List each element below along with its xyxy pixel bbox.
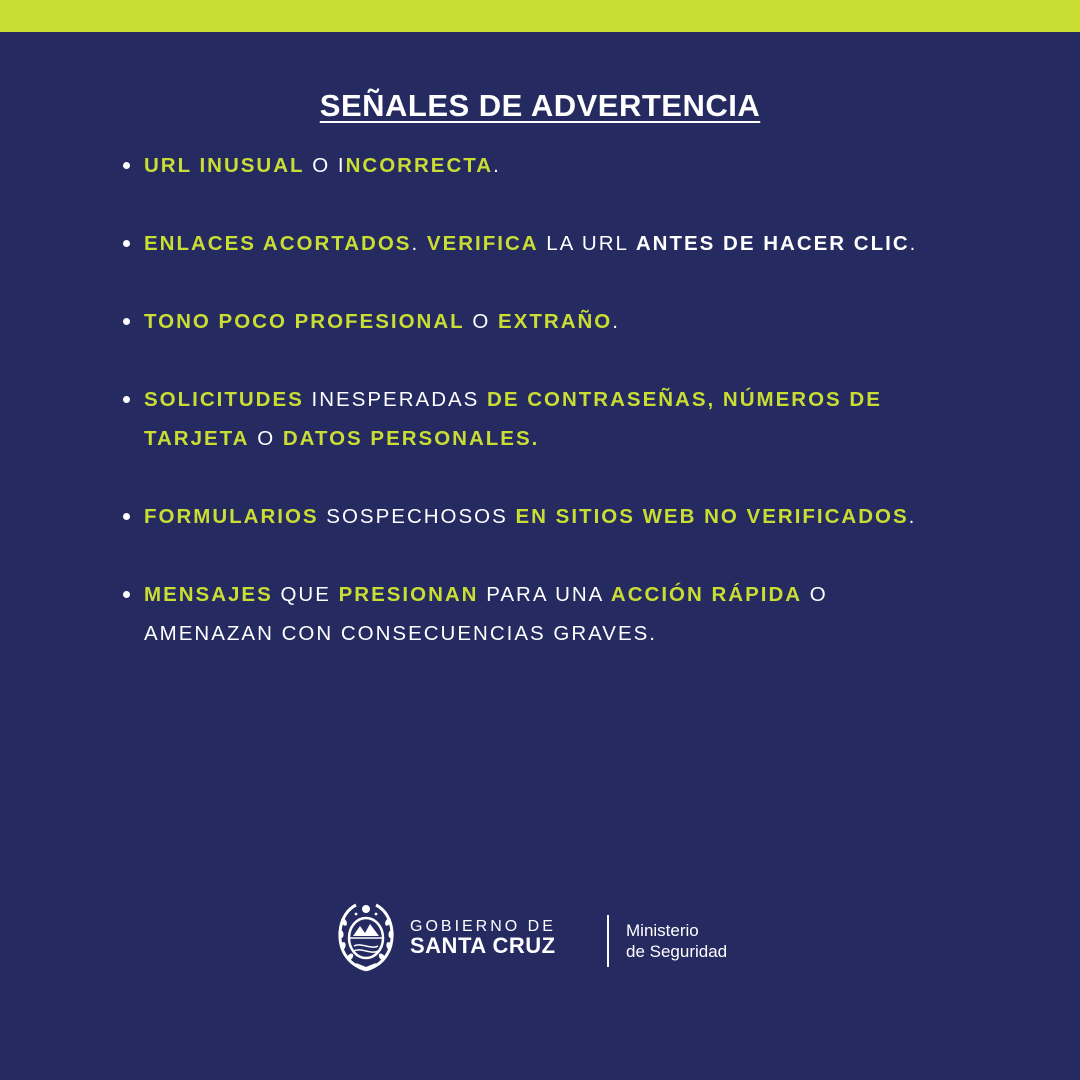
warning-item — [120, 497, 950, 536]
warning-text-segment: LA URL — [538, 232, 636, 255]
bullet-icon — [123, 591, 130, 598]
government-label: GOBIERNO DE — [410, 918, 556, 935]
warning-item — [120, 302, 950, 341]
santa-cruz-coat-of-arms-icon — [336, 900, 396, 974]
warning-text-segment: . — [493, 154, 501, 177]
warning-signs-list — [120, 146, 950, 692]
warning-text-segment: SOSPECHOSOS — [318, 505, 516, 528]
warning-text-segment: ACCIÓN RÁPIDA — [610, 583, 803, 606]
ministry-name — [626, 920, 727, 962]
warning-text-segment: NCORRECTA — [345, 154, 494, 177]
warning-text-segment: . — [909, 232, 918, 255]
province-name: SANTA CRUZ — [410, 933, 556, 958]
bullet-icon — [123, 396, 130, 403]
bullet-icon — [123, 513, 130, 520]
warning-text-segment: FORMULARIOS — [144, 505, 319, 528]
footer-divider — [607, 915, 609, 967]
warning-text-segment: ANTES DE HACER CLIC — [635, 232, 910, 255]
warning-text-segment: ENLACES ACORTADOS — [144, 232, 412, 255]
page-title: SEÑALES DE ADVERTENCIA — [319, 88, 761, 123]
warning-text-segment: URL INUSUAL — [144, 154, 305, 177]
top-accent-band — [0, 0, 1080, 32]
warning-item — [120, 224, 950, 263]
bullet-icon — [123, 162, 130, 169]
warning-text-segment: DE CONTRASEÑAS, NÚMEROS DE TARJETA — [144, 388, 890, 450]
warning-text-segment: O AMENAZAN CON CONSECUENCIAS GRAVES. — [144, 583, 835, 645]
warning-text-segment: TONO POCO PROFESIONAL — [144, 310, 465, 333]
warning-text-segment: O I — [304, 154, 346, 177]
warning-text-segment: PRESIONAN — [338, 583, 479, 606]
warning-text-segment: INESPERADAS — [303, 388, 488, 411]
warning-item — [120, 575, 950, 653]
warning-text-segment: PARA UNA — [478, 583, 611, 606]
warning-text-segment: O — [464, 310, 499, 333]
warning-text-segment: O — [249, 427, 283, 450]
ministry-line-1: Ministerio — [626, 921, 699, 940]
warning-text-segment: DATOS PERSONALES. — [282, 427, 540, 450]
footer-branding — [336, 898, 756, 978]
warning-text-segment: EN SITIOS WEB NO VERIFICADOS — [515, 505, 909, 528]
warning-text-segment: . — [908, 505, 917, 528]
ministry-line-2: de Seguridad — [626, 942, 728, 961]
warning-text-segment: EXTRAÑO — [498, 310, 613, 333]
warning-text-segment: . — [612, 310, 620, 333]
warning-text-segment: MENSAJES — [144, 583, 273, 606]
warning-text-segment: . — [411, 232, 427, 255]
bullet-icon — [123, 240, 130, 247]
warning-text-segment: SOLICITUDES — [144, 388, 304, 411]
warning-item — [120, 146, 950, 185]
warning-text-segment: VERIFICA — [426, 232, 539, 255]
bullet-icon — [123, 318, 130, 325]
warning-item — [120, 380, 950, 458]
warning-text-segment: QUE — [272, 583, 339, 606]
